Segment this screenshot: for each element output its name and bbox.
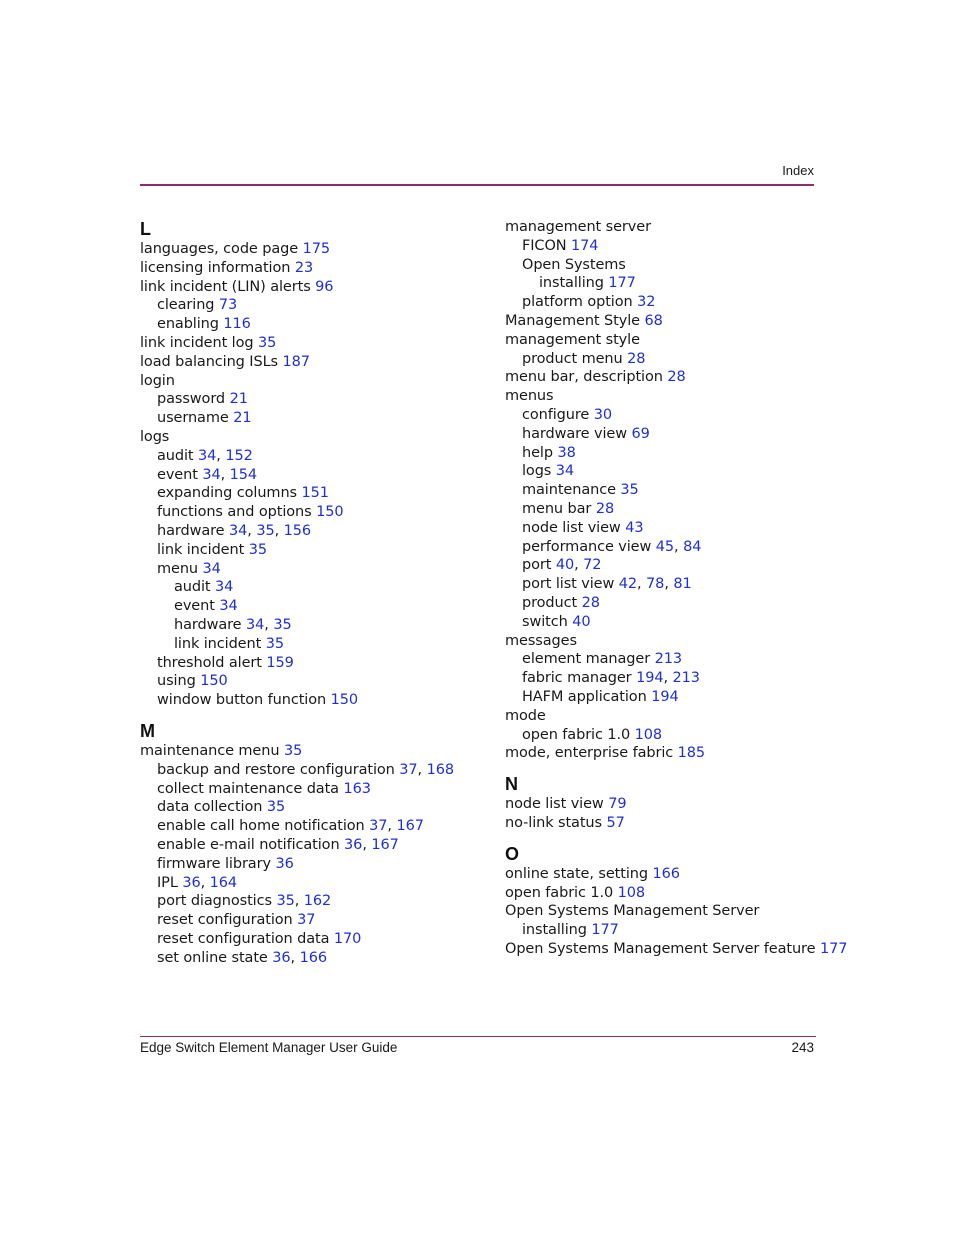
index-entry	[505, 331, 835, 350]
header-rule	[140, 184, 814, 186]
page-link[interactable]: 45	[655, 538, 675, 555]
index-entry	[505, 650, 835, 669]
index-term: firmware library	[157, 855, 271, 872]
index-term: link incident (LIN) alerts	[140, 278, 311, 295]
index-section	[505, 773, 835, 833]
page-link[interactable]: 194	[636, 670, 664, 687]
page-link[interactable]: 43	[625, 519, 644, 536]
page-link[interactable]: 42	[618, 576, 638, 593]
page-link[interactable]: 28	[595, 500, 615, 517]
index-term: audit	[174, 579, 211, 596]
index-term: Open Systems Management Server	[505, 903, 760, 920]
page-link[interactable]: 177	[591, 922, 619, 939]
page-link[interactable]: 108	[634, 726, 663, 743]
page-link[interactable]: 168	[426, 761, 454, 778]
page-link[interactable]: 28	[581, 594, 600, 611]
index-entry	[505, 865, 835, 884]
page-link[interactable]: 57	[606, 814, 625, 831]
index-entry: IPL 36, 164	[157, 874, 238, 891]
index-term: node list view	[505, 796, 604, 813]
index-term: product	[522, 594, 578, 611]
page-link[interactable]: 36	[182, 874, 201, 891]
page-link[interactable]: 175	[302, 241, 330, 257]
index-entry: hardware 34, 35	[174, 616, 292, 633]
index-column-left	[140, 218, 480, 977]
index-term: open fabric 1.0	[522, 726, 631, 743]
index-term: node list view	[522, 519, 621, 536]
section-letter: M	[140, 720, 155, 741]
index-entry	[140, 372, 480, 391]
index-term: no-link status	[505, 814, 602, 831]
index-entry	[140, 597, 480, 616]
section-letter: L	[140, 219, 151, 239]
page-link[interactable]: 152	[225, 447, 253, 464]
footer-rule	[140, 1036, 816, 1037]
index-entry: hardware 34, 35, 156	[157, 522, 311, 539]
index-entry	[505, 481, 835, 500]
index-term: event	[174, 598, 215, 615]
page-link[interactable]: 35	[258, 334, 277, 351]
page-link[interactable]: 35	[283, 742, 303, 759]
index-term: port list view	[522, 576, 615, 593]
index-entry	[505, 519, 835, 538]
index-term: management style	[505, 331, 640, 348]
page-link[interactable]: 40	[555, 557, 575, 574]
page-link[interactable]: 166	[299, 949, 327, 966]
index-entry	[505, 444, 835, 463]
index-entry	[505, 387, 835, 406]
index-entry: fabric manager 194, 213	[522, 670, 700, 687]
index-term: menu	[157, 560, 199, 577]
index-entry	[140, 691, 480, 710]
page-link[interactable]: 177	[608, 275, 636, 292]
index-entry: event 34, 154	[157, 466, 258, 483]
page-link[interactable]: 28	[667, 369, 686, 386]
page-link[interactable]: 35	[265, 635, 284, 652]
page-link[interactable]: 151	[301, 485, 329, 502]
index-term: element manager	[522, 651, 651, 668]
index-entry	[505, 256, 835, 275]
index-term: menu bar	[522, 500, 592, 517]
page-link[interactable]: 35	[248, 541, 267, 558]
page-link[interactable]: 170	[333, 930, 362, 947]
index-entry	[140, 296, 480, 315]
page-link[interactable]: 34	[219, 598, 238, 615]
index-term: online state, setting	[505, 865, 648, 882]
index-term: link incident	[157, 541, 245, 558]
page-link[interactable]: 167	[396, 818, 424, 835]
index-term: open fabric 1.0	[505, 884, 614, 901]
page-link[interactable]: 28	[627, 350, 646, 367]
index-entry	[505, 744, 835, 763]
index-entry	[140, 240, 480, 259]
page-link[interactable]: 84	[683, 538, 702, 555]
page-link[interactable]: 78	[646, 576, 665, 593]
page-link[interactable]: 37	[297, 912, 316, 929]
index-entry	[140, 855, 480, 874]
page-link[interactable]: 37	[369, 818, 388, 835]
page-link[interactable]: 21	[229, 391, 248, 408]
footer-page-number: 243	[791, 1040, 814, 1055]
index-term: expanding columns	[157, 485, 297, 502]
index-term: reset configuration	[157, 912, 293, 929]
index-entry	[140, 560, 480, 579]
page-link[interactable]: 185	[677, 745, 706, 762]
index-term: performance view	[522, 538, 652, 555]
index-term: languages, code page	[140, 241, 299, 257]
page-link[interactable]: 162	[303, 893, 332, 910]
index-term: enable call home notification	[157, 818, 365, 835]
index-entry	[140, 353, 480, 372]
index-term: mode, enterprise fabric	[505, 745, 674, 762]
page-link[interactable]: 40	[572, 613, 591, 630]
index-term: password	[157, 391, 226, 408]
index-term: installing	[539, 275, 604, 292]
running-header-label: Index	[782, 163, 814, 178]
index-term: fabric manager	[522, 670, 632, 687]
index-section	[140, 218, 480, 710]
page-link[interactable]: 35	[273, 616, 292, 633]
page-link[interactable]: 35	[620, 482, 639, 499]
index-entry	[505, 726, 835, 745]
index-term: port	[522, 557, 552, 574]
page-link[interactable]: 150	[316, 504, 344, 521]
index-entry	[505, 350, 835, 369]
index-entry	[505, 293, 835, 312]
index-term: licensing information	[140, 259, 291, 276]
index-entry	[505, 814, 835, 833]
page-link[interactable]: 72	[583, 557, 602, 574]
index-term: help	[522, 444, 553, 461]
page-link[interactable]: 36	[272, 949, 291, 966]
index-entry	[140, 390, 480, 409]
page-link[interactable]: 69	[631, 425, 650, 442]
index-entry	[140, 541, 480, 560]
page-link[interactable]: 34	[215, 579, 234, 596]
index-term: product menu	[522, 350, 623, 367]
index-entry: set online state 36, 166	[157, 949, 327, 966]
index-column-right	[505, 218, 848, 969]
page-link[interactable]: 166	[652, 865, 680, 882]
page-link[interactable]: 35	[276, 893, 295, 910]
index-entry	[505, 368, 835, 387]
index-term: HAFM application	[522, 688, 647, 705]
index-entry: audit 34, 152	[157, 447, 253, 464]
index-term: event	[157, 466, 198, 483]
index-term: link incident log	[140, 334, 254, 351]
index-term: maintenance	[522, 482, 616, 499]
index-entry	[140, 503, 480, 522]
index-term: load balancing ISLs	[140, 353, 279, 370]
index-entry	[140, 315, 480, 334]
page-link[interactable]: 150	[330, 692, 358, 709]
index-entry	[505, 406, 835, 425]
index-term: set online state	[157, 949, 268, 966]
index-term: data collection	[157, 799, 263, 816]
page-link[interactable]: 68	[644, 312, 663, 329]
index-entry	[140, 930, 480, 949]
index-entry	[505, 312, 835, 331]
page-link[interactable]: 167	[371, 836, 399, 853]
index-entry	[140, 259, 480, 278]
index-entry	[505, 795, 835, 814]
index-entry	[505, 594, 835, 613]
index-entry	[505, 218, 835, 237]
index-entry	[140, 798, 480, 817]
index-entry: backup and restore configuration 37, 168	[157, 761, 454, 778]
index-entry	[505, 274, 835, 293]
section-letter: O	[505, 843, 520, 864]
index-term: login	[140, 372, 175, 389]
section-letter: N	[505, 774, 518, 795]
index-term: mode	[505, 707, 546, 724]
index-entry	[140, 742, 480, 761]
index-term: threshold alert	[157, 654, 262, 671]
page-link[interactable]: 79	[608, 796, 627, 813]
index-term: FICON	[522, 237, 567, 254]
page-link[interactable]: 37	[399, 761, 418, 778]
index-term: IPL	[157, 874, 178, 891]
index-entry	[140, 334, 480, 353]
index-entry	[505, 884, 835, 903]
page-link[interactable]: 34	[198, 447, 217, 464]
page-link[interactable]: 116	[223, 316, 251, 333]
index-term: logs	[522, 463, 552, 480]
index-entry	[505, 500, 835, 519]
page-link[interactable]: 32	[637, 294, 656, 311]
page-link[interactable]: 38	[557, 444, 576, 461]
index-entry	[505, 940, 848, 959]
index-entry	[140, 578, 480, 597]
index-term: logs	[140, 428, 170, 445]
index-term: maintenance menu	[140, 742, 280, 759]
page-link[interactable]: 23	[294, 259, 314, 276]
page-link[interactable]: 156	[283, 522, 311, 539]
page-link[interactable]: 30	[593, 406, 613, 423]
page-link[interactable]: 164	[209, 874, 238, 891]
page-link[interactable]: 34	[555, 463, 575, 480]
index-term: link incident	[174, 635, 262, 652]
page-link[interactable]: 35	[266, 799, 286, 816]
index-entry	[505, 462, 835, 481]
index-entry: port list view 42, 78, 81	[522, 576, 692, 593]
index-entry: enable e-mail notification 36, 167	[157, 836, 399, 853]
index-term: hardware view	[522, 425, 627, 442]
index-entry	[505, 902, 835, 921]
page-link[interactable]: 213	[654, 651, 682, 668]
page-link[interactable]: 150	[200, 673, 228, 690]
page-link[interactable]: 34	[246, 616, 265, 633]
index-term: switch	[522, 613, 568, 630]
page-link[interactable]: 174	[571, 237, 599, 254]
index-term: platform option	[522, 294, 633, 311]
index-section	[505, 218, 835, 763]
index-entry	[140, 780, 480, 799]
index-entry	[140, 635, 480, 654]
index-term: Management Style	[505, 312, 640, 329]
index-term: reset configuration data	[157, 930, 330, 947]
index-section	[140, 720, 480, 968]
index-entry: port diagnostics 35, 162	[157, 893, 332, 910]
footer-title: Edge Switch Element Manager User Guide	[140, 1040, 398, 1055]
index-term: collect maintenance data	[157, 780, 339, 797]
index-entry: performance view 45, 84	[522, 538, 702, 555]
page-link[interactable]: 213	[672, 670, 700, 687]
index-entry	[505, 425, 835, 444]
index-term: hardware	[174, 616, 242, 633]
page-link[interactable]: 177	[819, 940, 848, 957]
page-link[interactable]: 108	[617, 884, 646, 901]
index-term: using	[157, 673, 196, 690]
index-term: clearing	[157, 297, 215, 314]
index-section	[505, 843, 848, 959]
index-term: hardware	[157, 522, 225, 539]
page-link[interactable]: 34	[229, 522, 248, 539]
page-link[interactable]: 36	[344, 836, 363, 853]
index-entry: enable call home notification 37, 167	[157, 818, 424, 835]
page-link[interactable]: 34	[202, 466, 221, 483]
page-link[interactable]: 36	[275, 855, 294, 872]
page-link[interactable]: 187	[282, 353, 310, 370]
index-entry	[140, 409, 480, 428]
index-entry	[140, 911, 480, 930]
page-link[interactable]: 35	[256, 522, 275, 539]
index-entry	[140, 278, 480, 297]
index-entry	[505, 688, 835, 707]
index-entry	[505, 921, 835, 940]
index-term: functions and options	[157, 504, 312, 521]
index-entry: port 40, 72	[522, 557, 602, 574]
index-term: Open Systems Management Server feature	[505, 940, 816, 957]
index-term: Open Systems	[522, 256, 626, 273]
index-term: management server	[505, 219, 651, 235]
index-entry	[140, 672, 480, 691]
page-link[interactable]: 81	[673, 576, 692, 593]
index-term: menu bar, description	[505, 369, 663, 386]
index-term: configure	[522, 406, 590, 423]
index-entry	[140, 654, 480, 673]
index-term: enable e-mail notification	[157, 836, 340, 853]
index-term: username	[157, 410, 229, 427]
index-entry	[140, 428, 480, 447]
index-term: enabling	[157, 316, 219, 333]
index-term: backup and restore configuration	[157, 761, 395, 778]
page-link[interactable]: 159	[266, 654, 294, 671]
index-term: menus	[505, 388, 554, 405]
index-term: audit	[157, 447, 194, 464]
index-entry	[505, 613, 835, 632]
page-link[interactable]: 194	[651, 688, 679, 705]
index-entry	[505, 632, 835, 651]
index-entry	[140, 484, 480, 503]
index-term: installing	[522, 922, 587, 939]
page-link[interactable]: 96	[315, 278, 334, 295]
page-link[interactable]: 163	[343, 780, 371, 797]
page-link[interactable]: 73	[218, 297, 238, 314]
index-term: port diagnostics	[157, 893, 272, 910]
index-term: messages	[505, 632, 577, 649]
page-link[interactable]: 34	[202, 560, 221, 577]
index-entry	[505, 237, 835, 256]
page-link[interactable]: 21	[233, 410, 252, 427]
index-entry	[505, 707, 835, 726]
page-link[interactable]: 154	[229, 466, 258, 483]
index-term: window button function	[157, 692, 327, 709]
